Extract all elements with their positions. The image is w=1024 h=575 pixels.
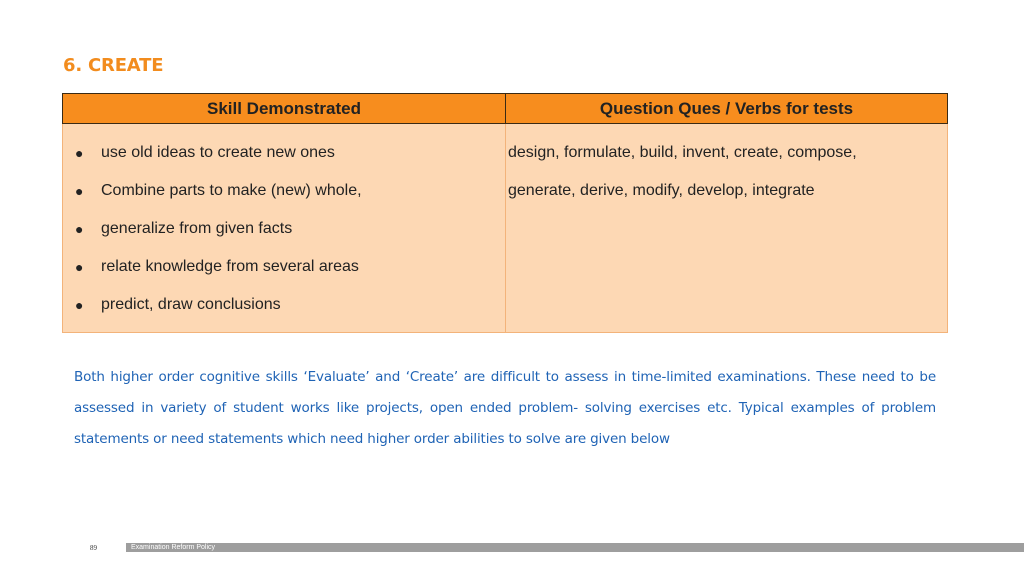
bullet-icon: ● (75, 145, 84, 161)
bullet-icon: ● (75, 259, 84, 275)
skill-text: generalize from given facts (101, 220, 293, 237)
footer-bar (126, 543, 1024, 552)
verb-line: generate, derive, modify, develop, integrate (508, 182, 815, 199)
list-item (75, 256, 505, 294)
skills-verbs-table (62, 93, 948, 333)
list-item (75, 294, 505, 332)
skills-list (63, 124, 505, 332)
list-item (75, 142, 505, 180)
list-item (75, 180, 505, 218)
skill-text: use old ideas to create new ones (101, 144, 335, 161)
bullet-icon: ● (75, 221, 84, 237)
body-paragraph: Both higher order cognitive skills ‘Evaluate’ and ‘Create’ are difficult to assess in time-limited examinations. These need to be assessed in variety of student works like projects, open ended problem- solving exercises etc. Typical examples of problem statements or need statements which need higher order abilities to solve are given below (74, 369, 936, 447)
skill-text: relate knowledge from several areas (101, 258, 359, 275)
verb-line: design, formulate, build, invent, create, compose, (508, 144, 857, 161)
skill-text: Combine parts to make (new) whole, (101, 182, 362, 199)
footer-label: Examination Reform Policy (131, 544, 216, 551)
list-item (75, 218, 505, 256)
bullet-icon: ● (75, 297, 84, 313)
verbs-cell (506, 124, 948, 333)
column-header-verbs: Question Ques / Verbs for tests (506, 94, 948, 124)
skills-cell (63, 124, 506, 333)
table-row (63, 124, 948, 333)
bullet-icon: ● (75, 183, 84, 199)
column-header-skill: Skill Demonstrated (63, 94, 506, 124)
page-number: 89 (90, 544, 97, 552)
table-header-row (63, 94, 948, 124)
skill-text: predict, draw conclusions (101, 296, 281, 313)
page-title: 6. CREATE (63, 55, 164, 76)
